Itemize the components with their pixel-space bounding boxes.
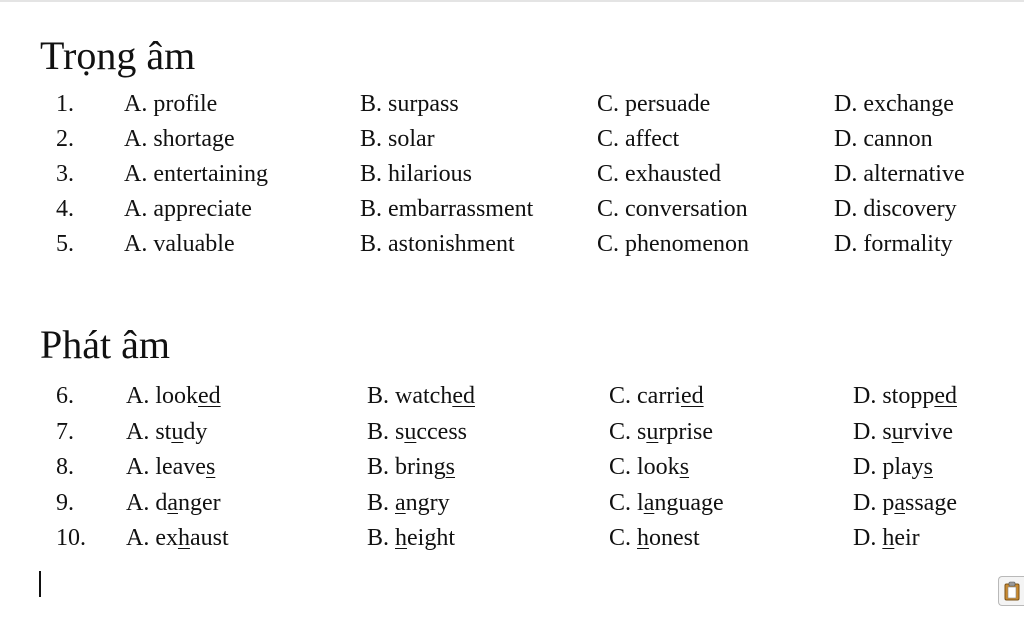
- option-text: A. entertaining: [124, 161, 268, 187]
- option-text: rprise: [658, 418, 714, 445]
- answer-option-a: [124, 124, 235, 154]
- option-text: aust: [189, 525, 229, 551]
- answer-option-d: [834, 124, 933, 154]
- question-number: 8.: [56, 454, 74, 480]
- section-heading-pronunciation: Phát âm: [40, 322, 170, 367]
- option-text: C. phenomenon: [597, 231, 749, 257]
- answer-option-b: [367, 523, 455, 553]
- option-text: B. solar: [360, 126, 435, 152]
- option-text: C. exhausted: [597, 161, 721, 187]
- underlined-sound: u: [891, 418, 904, 445]
- question-row: [0, 417, 1024, 447]
- answer-option-c: [609, 452, 689, 482]
- option-text: B. astonishment: [360, 231, 515, 257]
- answer-option-a: [124, 159, 268, 189]
- answer-option-b: [360, 194, 533, 224]
- option-text: D. play: [853, 454, 924, 480]
- underlined-sound: ed: [198, 383, 221, 409]
- answer-option-c: [597, 229, 749, 259]
- option-text: B.: [367, 525, 396, 551]
- underlined-sound: h: [637, 525, 650, 551]
- option-text: C. persuade: [597, 91, 711, 117]
- answer-option-c: [609, 417, 713, 447]
- underlined-sound: h: [882, 525, 895, 551]
- underlined-sound: s: [205, 454, 216, 480]
- answer-option-d: [853, 488, 957, 518]
- underlined-sound: ed: [680, 383, 704, 409]
- question-row: [0, 89, 1024, 119]
- option-text: A. shortage: [124, 126, 235, 152]
- underlined-sound: a: [167, 489, 178, 516]
- option-text: B. watch: [367, 383, 453, 409]
- question-number: 4.: [56, 196, 74, 222]
- answer-option-d: [853, 417, 953, 447]
- answer-option-d: [834, 159, 965, 189]
- underlined-sound: a: [395, 489, 406, 516]
- option-text: B. surpass: [360, 91, 459, 117]
- answer-option-a: [126, 452, 215, 482]
- answer-option-b: [367, 417, 467, 447]
- option-text: dy: [183, 418, 208, 445]
- answer-option-d: [853, 523, 920, 553]
- question-row: [0, 523, 1024, 553]
- answer-option-a: [126, 417, 207, 447]
- option-text: D. exchange: [834, 91, 954, 117]
- answer-option-c: [609, 381, 704, 411]
- option-text: D. s: [853, 418, 892, 445]
- answer-option-a: [124, 89, 217, 119]
- option-text: C. affect: [597, 126, 680, 152]
- text-cursor: [39, 571, 41, 597]
- answer-option-b: [360, 124, 435, 154]
- option-text: A. valuable: [124, 231, 235, 257]
- question-number: 6.: [56, 383, 74, 409]
- option-text: ngry: [405, 489, 450, 516]
- question-number: 9.: [56, 489, 74, 516]
- answer-option-b: [367, 488, 450, 518]
- answer-option-c: [597, 159, 721, 189]
- question-row: [0, 229, 1024, 259]
- option-text: A. st: [126, 418, 172, 445]
- option-text: A. profile: [124, 91, 218, 117]
- question-number: 1.: [56, 91, 74, 117]
- question-number: 5.: [56, 231, 74, 257]
- question-number: 10.: [56, 525, 86, 551]
- option-text: eight: [407, 525, 456, 551]
- underlined-sound: a: [894, 489, 905, 516]
- question-number: 3.: [56, 161, 74, 187]
- question-row: [0, 194, 1024, 224]
- option-text: D. alternative: [834, 161, 965, 187]
- answer-option-b: [360, 229, 515, 259]
- answer-option-c: [597, 124, 679, 154]
- paste-options-button[interactable]: [998, 576, 1024, 606]
- question-number: 2.: [56, 126, 74, 152]
- answer-option-a: [126, 381, 221, 411]
- option-text: D.: [853, 525, 883, 551]
- option-text: D. p: [853, 489, 895, 516]
- underlined-sound: ed: [452, 383, 475, 409]
- option-text: onest: [649, 525, 700, 551]
- option-text: nguage: [654, 489, 724, 516]
- question-row: [0, 452, 1024, 482]
- answer-option-d: [834, 89, 954, 119]
- option-text: ccess: [416, 418, 467, 445]
- underlined-sound: ed: [934, 383, 957, 409]
- option-text: A. appreciate: [124, 196, 252, 222]
- underlined-sound: u: [171, 418, 184, 445]
- answer-option-c: [597, 89, 710, 119]
- option-text: C. s: [609, 418, 647, 445]
- underlined-sound: s: [445, 454, 456, 480]
- option-text: D. discovery: [834, 196, 957, 222]
- answer-option-d: [853, 452, 933, 482]
- answer-option-a: [124, 194, 252, 224]
- answer-option-b: [367, 452, 455, 482]
- underlined-sound: s: [679, 454, 690, 480]
- option-text: D. formality: [834, 231, 953, 257]
- option-text: C. l: [609, 489, 644, 516]
- question-row: [0, 381, 1024, 411]
- option-text: nger: [178, 489, 221, 516]
- option-text: B. embarrassment: [360, 196, 534, 222]
- option-text: C. carri: [609, 383, 681, 409]
- option-text: D. cannon: [834, 126, 933, 152]
- underlined-sound: u: [646, 418, 659, 445]
- answer-option-d: [853, 381, 957, 411]
- answer-option-c: [609, 523, 700, 553]
- answer-option-b: [360, 89, 459, 119]
- answer-option-c: [609, 488, 724, 518]
- answer-option-c: [597, 194, 748, 224]
- option-text: B. s: [367, 418, 405, 445]
- section-heading-stress: Trọng âm: [40, 33, 196, 78]
- option-text: B. bring: [367, 454, 446, 480]
- question-row: [0, 124, 1024, 154]
- option-text: ssage: [905, 489, 957, 516]
- top-divider: [0, 0, 1024, 2]
- question-row: [0, 488, 1024, 518]
- option-text: C. conversation: [597, 196, 748, 222]
- answer-option-a: [126, 523, 229, 553]
- option-text: A. leave: [126, 454, 206, 480]
- underlined-sound: s: [923, 454, 933, 480]
- option-text: eir: [894, 525, 920, 551]
- question-row: [0, 159, 1024, 189]
- option-text: C.: [609, 525, 638, 551]
- answer-option-b: [367, 381, 475, 411]
- option-text: C. look: [609, 454, 680, 480]
- option-text: A. d: [126, 489, 168, 516]
- option-text: rvive: [903, 418, 953, 445]
- underlined-sound: h: [395, 525, 408, 551]
- option-text: A. ex: [126, 525, 178, 551]
- underlined-sound: h: [177, 525, 190, 551]
- underlined-sound: u: [404, 418, 417, 445]
- answer-option-b: [360, 159, 472, 189]
- answer-option-d: [834, 229, 953, 259]
- option-text: D. stopp: [853, 383, 935, 409]
- answer-option-d: [834, 194, 957, 224]
- question-number: 7.: [56, 418, 74, 445]
- answer-option-a: [126, 488, 221, 518]
- option-text: A. look: [126, 383, 198, 409]
- underlined-sound: a: [643, 489, 655, 516]
- clipboard-icon: [1004, 581, 1020, 601]
- option-text: B. hilarious: [360, 161, 472, 187]
- answer-option-a: [124, 229, 235, 259]
- option-text: B.: [367, 489, 396, 516]
